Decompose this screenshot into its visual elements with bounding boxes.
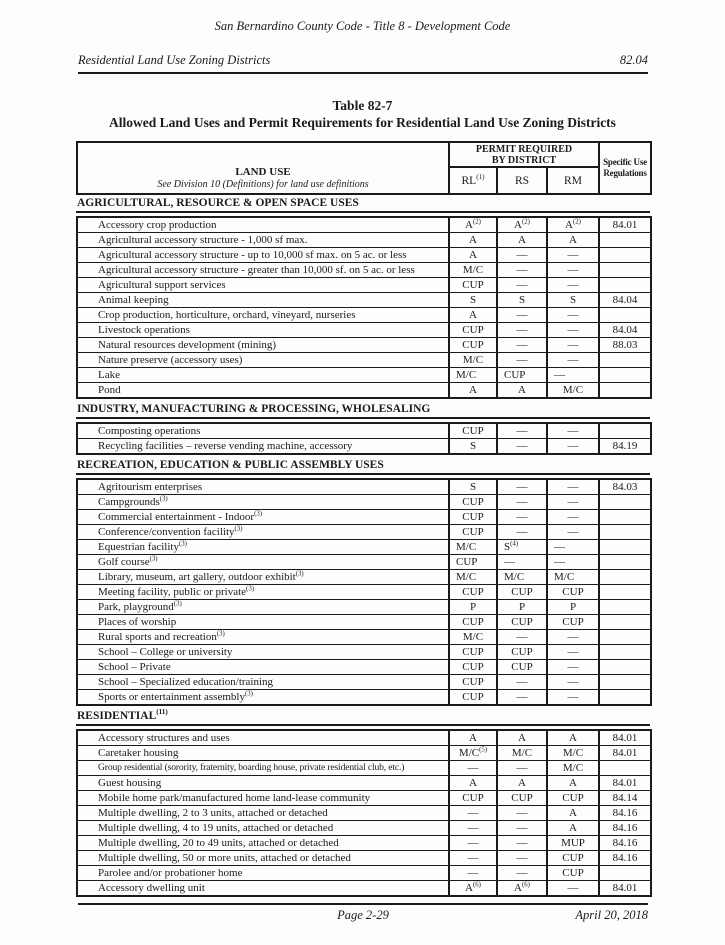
land-use-header-subtext: See Division 10 (Definitions) for land use definitions [157, 179, 369, 190]
table-row [77, 479, 651, 495]
land-use-cell: Agritourism enterprises [77, 479, 449, 495]
permit-cell-rm: — [547, 660, 599, 675]
permit-cell-rs: — [497, 761, 547, 776]
section-rows-block [76, 422, 652, 455]
specific-use-header-cell: Specific Use Regulations [599, 142, 651, 194]
land-use-cell: Crop production, horticulture, orchard, vineyard, nurseries [77, 308, 449, 323]
specific-use-cell: 84.16 [599, 851, 651, 866]
permit-cell-rs: — [497, 851, 547, 866]
permit-group-header-label: PERMIT REQUIRED BY DISTRICT [475, 143, 573, 166]
permit-cell-rl: CUP [449, 660, 497, 675]
land-use-cell: Park, playground$^{(3)}$ [77, 600, 449, 615]
section-title: RECREATION, EDUCATION & PUBLIC ASSEMBLY USES [76, 457, 650, 475]
permit-cell-rm: $A^{(2)}$ [547, 217, 599, 233]
permit-cell-rm: CUP [547, 615, 599, 630]
specific-use-cell [599, 423, 651, 439]
permit-cell-rs: CUP [497, 645, 547, 660]
permit-cell-rs: A [497, 383, 547, 399]
table-row [77, 263, 651, 278]
specific-use-cell [599, 263, 651, 278]
land-use-cell: Campgrounds$^{(3)}$ [77, 495, 449, 510]
permit-cell-rm: A [547, 821, 599, 836]
permit-cell-rl: CUP [449, 510, 497, 525]
table-row [77, 368, 651, 383]
permit-cell-rl: A [449, 233, 497, 248]
table-row [77, 746, 651, 761]
table-row [77, 881, 651, 897]
permit-cell-rm: A [547, 730, 599, 746]
table-row [77, 630, 651, 645]
permit-cell-rs: CUP [497, 791, 547, 806]
permit-cell-rm: — [547, 338, 599, 353]
specific-use-cell [599, 353, 651, 368]
land-use-cell: Mobile home park/manufactured home land-lease community [77, 791, 449, 806]
specific-use-cell [599, 525, 651, 540]
table-row [77, 730, 651, 746]
permit-cell-rl: $A^{(2)}$ [449, 217, 497, 233]
section-title: INDUSTRY, MANUFACTURING & PROCESSING, WHOLESALING [76, 401, 650, 419]
table-row [77, 806, 651, 821]
permit-cell-rs: A [497, 233, 547, 248]
table-row [77, 525, 651, 540]
specific-use-cell [599, 585, 651, 600]
table-row [77, 439, 651, 455]
permit-cell-rl: A [449, 248, 497, 263]
permit-cell-rl: CUP [449, 278, 497, 293]
specific-use-cell [599, 308, 651, 323]
land-use-cell: Accessory crop production [77, 217, 449, 233]
specific-use-cell [599, 675, 651, 690]
land-use-cell: Agricultural accessory structure - greater than 10,000 sf. on 5 ac. or less [77, 263, 449, 278]
specific-use-cell [599, 615, 651, 630]
permit-cell-rs: — [497, 308, 547, 323]
permit-cell-rs: $A^{(6)}$ [497, 881, 547, 897]
permit-cell-rs: M/C [497, 570, 547, 585]
land-use-header-label: LAND USE [235, 166, 291, 178]
section-rows-block [76, 729, 652, 897]
permit-cell-rl: M/C [449, 353, 497, 368]
land-use-cell: Conference/convention facility$^{(3)}$ [77, 525, 449, 540]
land-use-cell: Livestock operations [77, 323, 449, 338]
land-use-cell: Golf course$^{(3)}$ [77, 555, 449, 570]
footer-date: April 20, 2018 [575, 908, 648, 922]
permit-cell-rl: M/C [449, 570, 497, 585]
permit-cell-rs: CUP [497, 660, 547, 675]
permit-cell-rs: CUP [497, 368, 547, 383]
specific-use-cell: 84.14 [599, 791, 651, 806]
permit-cell-rl: — [449, 851, 497, 866]
permit-cell-rl: CUP [449, 555, 497, 570]
permit-cell-rs: P [497, 600, 547, 615]
permit-cell-rl: CUP [449, 615, 497, 630]
permit-cell-rm: — [547, 248, 599, 263]
permit-cell-rs: A [497, 776, 547, 791]
document-footer [78, 903, 648, 922]
permit-cell-rl: CUP [449, 675, 497, 690]
permit-cell-rl: S [449, 439, 497, 455]
permit-cell-rl: CUP [449, 323, 497, 338]
table-row [77, 791, 651, 806]
permit-cell-rm: — [547, 690, 599, 706]
specific-use-cell [599, 645, 651, 660]
specific-use-cell [599, 630, 651, 645]
table-row [77, 761, 651, 776]
permit-cell-rm: M/C [547, 746, 599, 761]
table-row [77, 510, 651, 525]
table-caption: Allowed Land Uses and Permit Requirements for Residential Land Use Zoning Districts [109, 115, 616, 130]
specific-use-cell [599, 495, 651, 510]
table-row [77, 660, 651, 675]
table-title [0, 97, 725, 131]
permit-cell-rl: A [449, 776, 497, 791]
land-use-cell: Composting operations [77, 423, 449, 439]
permit-cell-rm: — [547, 323, 599, 338]
permit-cell-rs: M/C [497, 746, 547, 761]
table-row [77, 308, 651, 323]
permit-cell-rm: — [547, 263, 599, 278]
permit-cell-rs: — [497, 525, 547, 540]
land-use-cell: Commercial entertainment - Indoor$^{(3)}$ [77, 510, 449, 525]
permit-cell-rm: — [547, 675, 599, 690]
permit-cell-rs: $A^{(2)}$ [497, 217, 547, 233]
permit-cell-rm: — [547, 308, 599, 323]
permit-cell-rm: MUP [547, 836, 599, 851]
table-row [77, 866, 651, 881]
land-use-cell: Natural resources development (mining) [77, 338, 449, 353]
land-use-cell: Parolee and/or probationer home [77, 866, 449, 881]
table-row [77, 821, 651, 836]
permit-cell-rl: A [449, 730, 497, 746]
land-use-cell: School – College or university [77, 645, 449, 660]
table-row [77, 645, 651, 660]
permit-cell-rl: — [449, 761, 497, 776]
land-use-cell: Agricultural accessory structure - 1,000 sf max. [77, 233, 449, 248]
table-row [77, 851, 651, 866]
permit-cell-rl: — [449, 836, 497, 851]
permit-cell-rm: — [547, 630, 599, 645]
permit-cell-rl: S [449, 479, 497, 495]
land-use-cell: Rural sports and recreation$^{(3)}$ [77, 630, 449, 645]
specific-use-cell: 84.04 [599, 293, 651, 308]
permit-cell-rm: — [547, 645, 599, 660]
land-use-cell: Group residential (sorority, fraternity, boarding house, private residential club, etc.) [77, 761, 449, 776]
permit-cell-rm: M/C [547, 570, 599, 585]
permit-cell-rm: — [547, 881, 599, 897]
land-use-cell: Pond [77, 383, 449, 399]
land-use-cell: Agricultural accessory structure - up to 10,000 sf max. on 5 ac. or less [77, 248, 449, 263]
land-use-cell: Multiple dwelling, 4 to 19 units, attached or detached [77, 821, 449, 836]
table-row [77, 278, 651, 293]
permit-cell-rl: — [449, 821, 497, 836]
table-row [77, 776, 651, 791]
permit-cell-rm: CUP [547, 851, 599, 866]
header-row-group [77, 142, 651, 167]
permit-cell-rl: CUP [449, 525, 497, 540]
land-use-cell: Sports or entertainment assembly$^{(3)}$ [77, 690, 449, 706]
table-header-block [76, 141, 652, 195]
table-row [77, 323, 651, 338]
permit-cell-rl: CUP [449, 690, 497, 706]
permit-cell-rm: — [547, 368, 599, 383]
specific-use-cell [599, 570, 651, 585]
table-row [77, 495, 651, 510]
specific-use-cell: 84.16 [599, 836, 651, 851]
permit-cell-rs: — [497, 353, 547, 368]
table-row [77, 836, 651, 851]
permit-cell-rs: — [497, 690, 547, 706]
specific-use-cell: 84.01 [599, 730, 651, 746]
table-row [77, 675, 651, 690]
permit-cell-rm: — [547, 540, 599, 555]
specific-use-cell [599, 761, 651, 776]
land-use-cell: Agricultural support services [77, 278, 449, 293]
zoning-table [76, 141, 650, 899]
land-use-cell: Guest housing [77, 776, 449, 791]
section-title: RESIDENTIAL$^{(11)}$ [76, 708, 650, 726]
permit-cell-rl: M/C [449, 540, 497, 555]
permit-cell-rl: P [449, 600, 497, 615]
permit-cell-rm: — [547, 278, 599, 293]
table-row [77, 248, 651, 263]
permit-cell-rs: — [497, 495, 547, 510]
permit-cell-rs: — [497, 836, 547, 851]
specific-use-cell [599, 600, 651, 615]
permit-cell-rs: — [497, 423, 547, 439]
permit-cell-rm: M/C [547, 761, 599, 776]
permit-cell-rl: A [449, 308, 497, 323]
permit-cell-rm: — [547, 510, 599, 525]
permit-cell-rl: S [449, 293, 497, 308]
specific-use-cell [599, 555, 651, 570]
permit-cell-rs: — [497, 866, 547, 881]
permit-cell-rl: CUP [449, 495, 497, 510]
permit-cell-rm: CUP [547, 585, 599, 600]
permit-cell-rm: — [547, 479, 599, 495]
permit-cell-rm: CUP [547, 791, 599, 806]
permit-cell-rs: — [497, 510, 547, 525]
permit-cell-rs: — [497, 248, 547, 263]
land-use-cell: Recycling facilities – reverse vending machine, accessory [77, 439, 449, 455]
permit-cell-rm: M/C [547, 383, 599, 399]
permit-cell-rs: — [497, 439, 547, 455]
table-row [77, 615, 651, 630]
land-use-cell: Animal keeping [77, 293, 449, 308]
specific-use-cell [599, 866, 651, 881]
specific-use-cell [599, 540, 651, 555]
permit-cell-rm: S [547, 293, 599, 308]
specific-use-cell [599, 368, 651, 383]
land-use-cell: Accessory structures and uses [77, 730, 449, 746]
permit-cell-rs: — [497, 263, 547, 278]
section-rows-block [76, 216, 652, 399]
section-title: AGRICULTURAL, RESOURCE & OPEN SPACE USES [76, 195, 650, 213]
table-row [77, 217, 651, 233]
land-use-cell: Meeting facility, public or private$^{(3)}$ [77, 585, 449, 600]
permit-cell-rm: — [547, 439, 599, 455]
permit-cell-rm: — [547, 495, 599, 510]
specific-use-cell [599, 233, 651, 248]
permit-cell-rm: A [547, 776, 599, 791]
permit-cell-rl: M/C [449, 630, 497, 645]
permit-cell-rs: — [497, 338, 547, 353]
specific-use-cell: 88.03 [599, 338, 651, 353]
permit-cell-rs: — [497, 630, 547, 645]
table-row [77, 585, 651, 600]
specific-use-cell: 84.19 [599, 439, 651, 455]
specific-use-cell: 84.16 [599, 806, 651, 821]
permit-cell-rs: CUP [497, 615, 547, 630]
specific-use-cell: 84.01 [599, 881, 651, 897]
permit-cell-rl: CUP [449, 645, 497, 660]
permit-cell-rs: — [497, 675, 547, 690]
permit-cell-rs: S [497, 293, 547, 308]
running-head-section: Residential Land Use Zoning Districts [78, 53, 271, 67]
specific-use-cell [599, 383, 651, 399]
specific-use-cell: 84.01 [599, 746, 651, 761]
table-row [77, 423, 651, 439]
permit-cell-rs: — [497, 806, 547, 821]
section-rows-block [76, 478, 652, 706]
land-use-cell: Caretaker housing [77, 746, 449, 761]
document-header-title: San Bernardino County Code - Title 8 - Development Code [214, 19, 511, 33]
permit-cell-rm: — [547, 555, 599, 570]
permit-cell-rs: A [497, 730, 547, 746]
specific-use-cell [599, 278, 651, 293]
table-row [77, 570, 651, 585]
permit-cell-rs: — [497, 323, 547, 338]
land-use-cell: School – Private [77, 660, 449, 675]
permit-cell-rs: $S^{(4)}$ [497, 540, 547, 555]
land-use-cell: Multiple dwelling, 2 to 3 units, attached or detached [77, 806, 449, 821]
permit-cell-rs: — [497, 479, 547, 495]
permit-cell-rl: — [449, 806, 497, 821]
specific-use-cell: 84.01 [599, 776, 651, 791]
land-use-header-cell [77, 142, 449, 194]
permit-cell-rm: — [547, 353, 599, 368]
specific-use-cell: 84.04 [599, 323, 651, 338]
land-use-cell: Nature preserve (accessory uses) [77, 353, 449, 368]
specific-use-cell: 84.01 [599, 217, 651, 233]
permit-cell-rl: $A^{(6)}$ [449, 881, 497, 897]
land-use-cell: Equestrian facility$^{(3)}$ [77, 540, 449, 555]
running-head-code-number: 82.04 [619, 53, 648, 67]
table-row [77, 353, 651, 368]
permit-cell-rm: — [547, 423, 599, 439]
land-use-cell: Multiple dwelling, 50 or more units, attached or detached [77, 851, 449, 866]
table-number: Table 82-7 [332, 98, 393, 113]
permit-cell-rm: A [547, 233, 599, 248]
permit-cell-rl: A [449, 383, 497, 399]
permit-cell-rl: CUP [449, 791, 497, 806]
land-use-cell: Accessory dwelling unit [77, 881, 449, 897]
table-row [77, 383, 651, 399]
land-use-cell: Lake [77, 368, 449, 383]
land-use-cell: School – Specialized education/training [77, 675, 449, 690]
table-row [77, 690, 651, 706]
district-column-header: RL$^{(1)}$ [449, 167, 497, 194]
permit-cell-rs: — [497, 555, 547, 570]
table-row [77, 540, 651, 555]
table-row [77, 600, 651, 615]
district-column-header: RS [497, 167, 547, 194]
specific-use-cell [599, 248, 651, 263]
permit-cell-rm: — [547, 525, 599, 540]
land-use-cell: Library, museum, art gallery, outdoor exhibit$^{(3)}$ [77, 570, 449, 585]
specific-use-cell [599, 690, 651, 706]
permit-cell-rl: M/C [449, 263, 497, 278]
permit-group-header-cell [449, 142, 599, 167]
specific-use-cell: 84.03 [599, 479, 651, 495]
permit-cell-rs: — [497, 821, 547, 836]
permit-cell-rm: P [547, 600, 599, 615]
permit-cell-rl: M/C [449, 368, 497, 383]
specific-use-cell [599, 660, 651, 675]
specific-use-cell [599, 510, 651, 525]
permit-cell-rs: CUP [497, 585, 547, 600]
permit-cell-rl: $M/C^{(5)}$ [449, 746, 497, 761]
land-use-cell: Places of worship [77, 615, 449, 630]
permit-cell-rm: A [547, 806, 599, 821]
land-use-cell: Multiple dwelling, 20 to 49 units, attached or detached [77, 836, 449, 851]
running-head [78, 53, 648, 74]
table-row [77, 233, 651, 248]
permit-cell-rl: CUP [449, 338, 497, 353]
specific-use-cell: 84.16 [599, 821, 651, 836]
permit-cell-rs: — [497, 278, 547, 293]
permit-cell-rl: CUP [449, 585, 497, 600]
table-row [77, 338, 651, 353]
table-row [77, 555, 651, 570]
table-row [77, 293, 651, 308]
district-column-header: RM [547, 167, 599, 194]
permit-cell-rl: — [449, 866, 497, 881]
page-number: Page 2-29 [337, 908, 389, 922]
table-sections [76, 195, 650, 897]
permit-cell-rl: CUP [449, 423, 497, 439]
permit-cell-rm: CUP [547, 866, 599, 881]
